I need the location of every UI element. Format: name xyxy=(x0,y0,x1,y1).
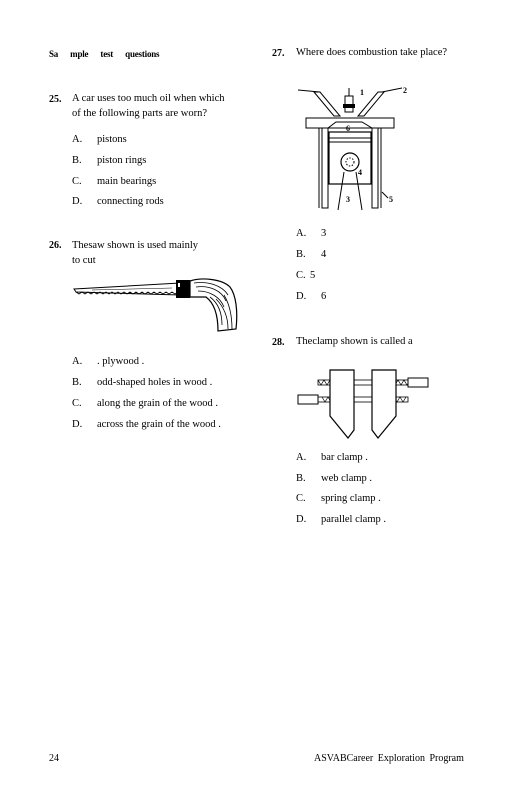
option-letter: A. xyxy=(72,356,83,367)
engine-label-4: 4 xyxy=(358,168,362,177)
engine-label-1: 1 xyxy=(360,88,364,97)
option-text: spring clamp . xyxy=(321,493,381,504)
option-letter: B. xyxy=(72,377,82,388)
q25-option-b[interactable] xyxy=(72,155,146,166)
question-26-line-1: Thesaw shown is used mainly xyxy=(72,240,198,251)
question-26-line-2: to cut xyxy=(72,255,96,266)
option-text: along the grain of the wood . xyxy=(97,398,219,409)
q27-option-a[interactable] xyxy=(296,228,326,239)
option-text: across the grain of the wood . xyxy=(97,419,221,430)
engine-label-6: 6 xyxy=(346,124,350,133)
option-text: main bearings xyxy=(97,176,157,187)
q26-option-d[interactable] xyxy=(72,419,221,430)
option-letter: A. xyxy=(72,134,83,145)
keyhole-saw-illustration xyxy=(72,275,242,335)
option-text: bar clamp . xyxy=(321,452,368,463)
option-letter: B. xyxy=(72,155,82,166)
engine-label-3: 3 xyxy=(346,195,350,204)
option-letter: D. xyxy=(296,291,307,302)
q27-option-c[interactable] xyxy=(296,270,315,281)
option-letter: D. xyxy=(72,196,83,207)
question-27-number: 27. xyxy=(272,48,285,59)
question-25-text xyxy=(72,91,225,121)
option-letter: C. xyxy=(296,270,306,281)
engine-label-5: 5 xyxy=(389,195,393,204)
question-27-text: Where does combustion take place? xyxy=(296,47,448,58)
question-28-text: Theclamp shown is called a xyxy=(296,336,413,347)
question-25-line-1: A car uses too much oil when which xyxy=(72,93,225,104)
question-25-number: 25. xyxy=(49,94,62,105)
q25-option-d[interactable] xyxy=(72,196,164,207)
q26-option-c[interactable] xyxy=(72,398,218,409)
question-25-line-2: of the following parts are worn? xyxy=(72,108,207,119)
question-26-text xyxy=(72,238,198,268)
option-letter: D. xyxy=(72,419,83,430)
page-number: 24 xyxy=(49,753,59,764)
section-header: Sa mple test questions xyxy=(49,49,160,59)
option-text: . plywood . xyxy=(97,356,145,367)
option-text: 4 xyxy=(321,249,327,260)
option-text: parallel clamp . xyxy=(321,514,387,525)
option-letter: D. xyxy=(296,514,307,525)
q27-option-d[interactable] xyxy=(296,291,326,302)
option-letter: A. xyxy=(296,228,307,239)
q28-option-b[interactable] xyxy=(296,473,372,484)
option-text: connecting rods xyxy=(97,196,164,207)
footer-program-name: ASVABCareer Exploration Program xyxy=(314,753,464,764)
option-text: web clamp . xyxy=(321,473,373,484)
question-28-number: 28. xyxy=(272,337,285,348)
parallel-clamp-illustration xyxy=(296,366,432,442)
option-letter: B. xyxy=(296,249,306,260)
engine-label-2: 2 xyxy=(403,86,407,95)
q28-option-c[interactable] xyxy=(296,493,381,504)
option-letter: A. xyxy=(296,452,307,463)
q28-option-d[interactable] xyxy=(296,514,386,525)
option-text: piston rings xyxy=(97,155,147,166)
q25-option-c[interactable] xyxy=(72,176,156,187)
q28-option-a[interactable] xyxy=(296,452,368,463)
q25-option-a[interactable] xyxy=(72,134,127,145)
q26-option-b[interactable] xyxy=(72,377,212,388)
option-text: odd-shaped holes in wood . xyxy=(97,377,213,388)
option-letter: C. xyxy=(296,493,306,504)
option-text: 5 xyxy=(310,270,316,281)
option-text: pistons xyxy=(97,134,127,145)
option-letter: C. xyxy=(72,398,82,409)
option-letter: C. xyxy=(72,176,82,187)
option-text: 3 xyxy=(321,228,327,239)
q27-option-b[interactable] xyxy=(296,249,326,260)
option-text: 6 xyxy=(321,291,327,302)
question-26-number: 26. xyxy=(49,240,62,251)
q26-option-a[interactable] xyxy=(72,356,144,367)
option-letter: B. xyxy=(296,473,306,484)
